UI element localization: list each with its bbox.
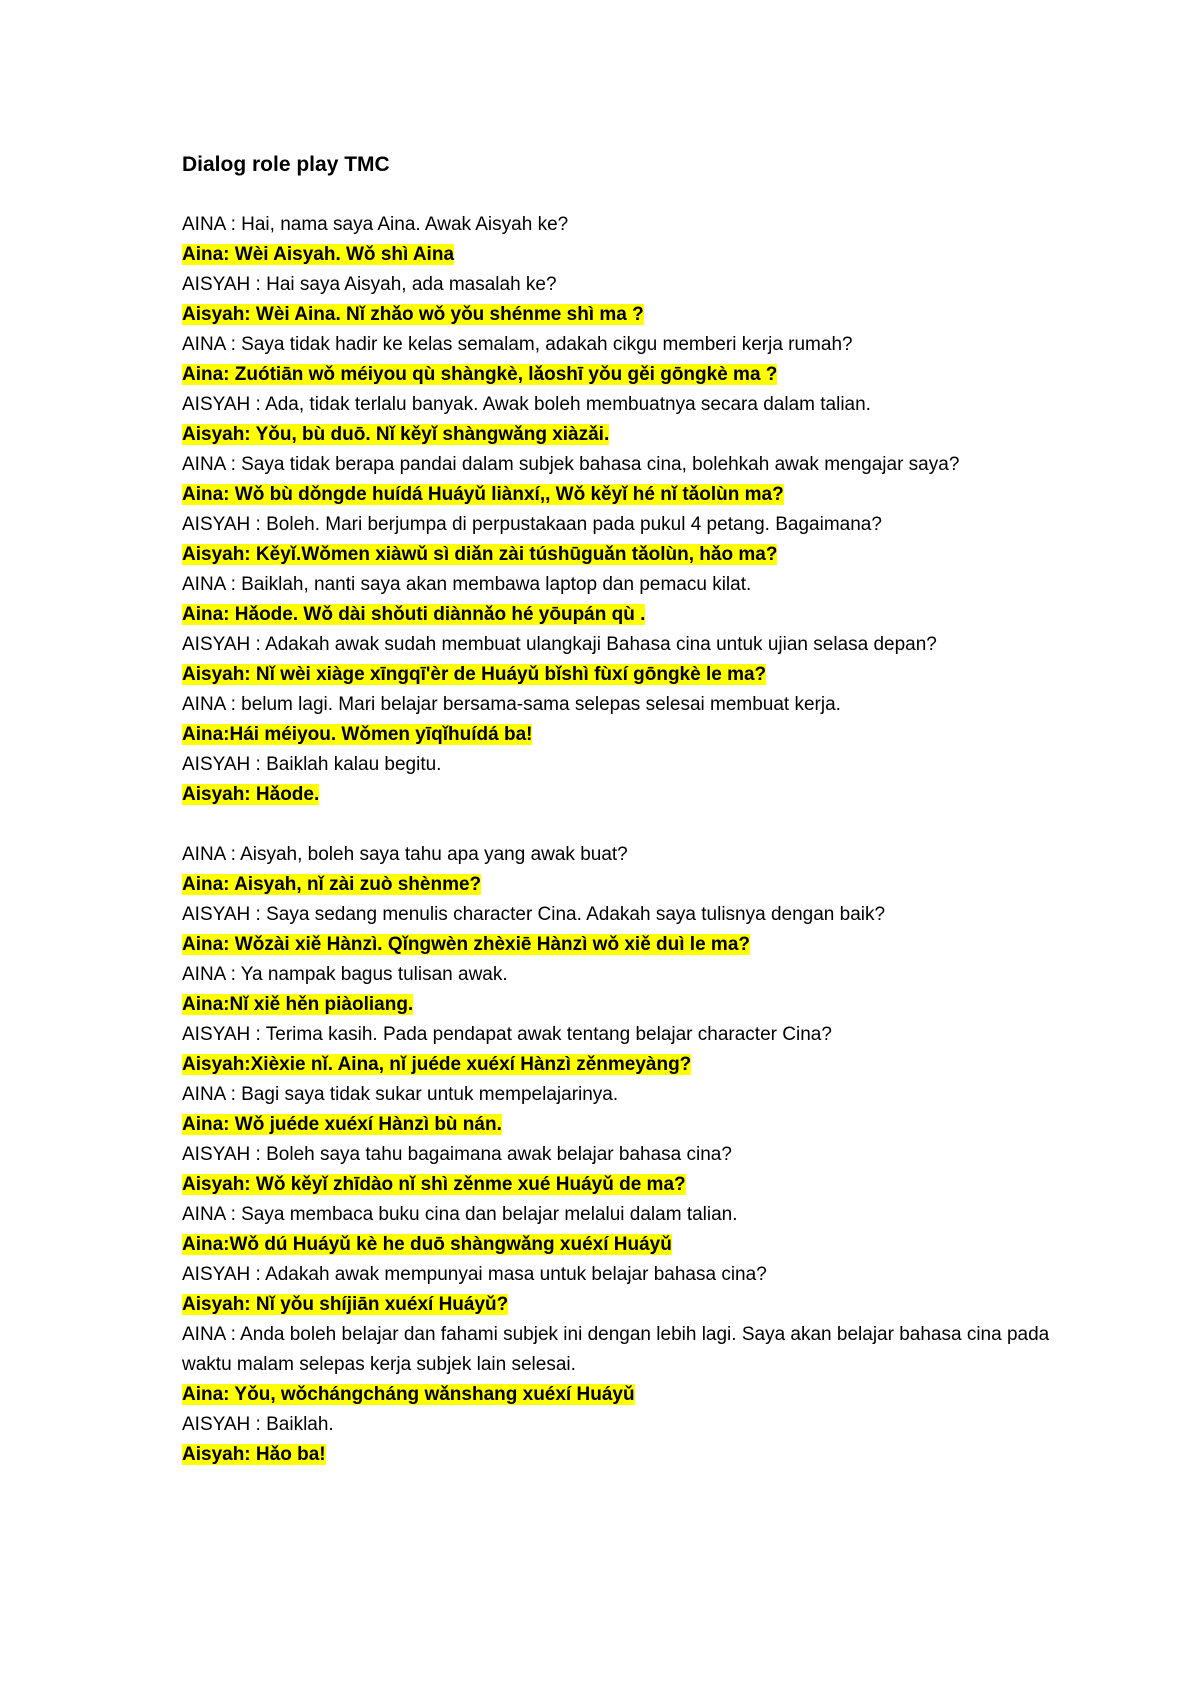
dialog-line-text: AISYAH : Hai saya Aisyah, ada masalah ke? bbox=[182, 274, 557, 295]
dialog-line-text: Aina: Yǒu, wǒchángcháng wǎnshang xuéxí Huáyǔ bbox=[182, 1384, 635, 1405]
dialog-line-text: AINA : Saya tidak hadir ke kelas semalam, adakah cikgu memberi kerja rumah? bbox=[182, 334, 853, 355]
dialog-line-text: Aina: Wèi Aisyah. Wǒ shì Aina bbox=[182, 244, 455, 265]
dialog-line-translation bbox=[182, 1110, 1062, 1140]
dialog-line-text: Aina:Nǐ xiě hěn piàoliang. bbox=[182, 994, 414, 1015]
dialog-line-translation bbox=[182, 660, 1062, 690]
dialog-body bbox=[182, 210, 1062, 1470]
dialog-line-text: Aisyah: Hǎo ba! bbox=[182, 1444, 326, 1465]
dialog-line-text: AISYAH : Saya sedang menulis character Cina. Adakah saya tulisnya dengan baik? bbox=[182, 904, 886, 925]
dialog-line-text: Aisyah: Kěyǐ.Wǒmen xiàwǔ sì diǎn zài túshūguǎn tǎolùn, hǎo ma? bbox=[182, 544, 778, 565]
dialog-line-text: AINA : Aisyah, boleh saya tahu apa yang awak buat? bbox=[182, 844, 628, 865]
dialog-line-text: AISYAH : Adakah awak mempunyai masa untuk belajar bahasa cina? bbox=[182, 1264, 767, 1285]
dialog-line-text: AINA : Baiklah, nanti saya akan membawa laptop dan pemacu kilat. bbox=[182, 574, 752, 595]
dialog-line-translation bbox=[182, 480, 1062, 510]
dialog-line-text: AINA : Saya tidak berapa pandai dalam subjek bahasa cina, bolehkah awak mengajar saya? bbox=[182, 454, 960, 475]
dialog-line-text: Aisyah: Nǐ yǒu shíjiān xuéxí Huáyǔ? bbox=[182, 1294, 509, 1315]
dialog-line-text: Aina:Wǒ dú Huáyǔ kè he duō shàngwǎng xuéxí Huáyǔ bbox=[182, 1234, 672, 1255]
dialog-line-text: AISYAH : Baiklah kalau begitu. bbox=[182, 754, 442, 775]
dialog-line-text: AISYAH : Ada, tidak terlalu banyak. Awak boleh membuatnya secara dalam talian. bbox=[182, 394, 871, 415]
dialog-line-translation bbox=[182, 360, 1062, 390]
dialog-line-translation bbox=[182, 240, 1062, 270]
dialog-line-malay bbox=[182, 840, 1062, 870]
dialog-line-translation bbox=[182, 1290, 1062, 1320]
dialog-line-malay bbox=[182, 1410, 1062, 1440]
dialog-line-text: AINA : Hai, nama saya Aina. Awak Aisyah ke? bbox=[182, 214, 569, 235]
dialog-line-malay bbox=[182, 570, 1062, 600]
dialog-line-malay bbox=[182, 630, 1062, 660]
dialog-line-text: Aina: Hǎode. Wǒ dài shǒuti diànnǎo hé yōupán qù . bbox=[182, 604, 646, 625]
dialog-line-translation bbox=[182, 1380, 1062, 1410]
dialog-section bbox=[182, 210, 1062, 810]
dialog-line-translation bbox=[182, 1170, 1062, 1200]
dialog-line-text: AINA : Bagi saya tidak sukar untuk mempelajarinya. bbox=[182, 1084, 619, 1105]
dialog-line-translation bbox=[182, 300, 1062, 330]
dialog-line-translation bbox=[182, 780, 1062, 810]
dialog-line-text: Aina: Zuótiān wǒ méiyou qù shàngkè, lǎoshī yǒu gěi gōngkè ma ? bbox=[182, 364, 778, 385]
dialog-line-malay bbox=[182, 1140, 1062, 1170]
dialog-line-text: AISYAH : Boleh saya tahu bagaimana awak belajar bahasa cina? bbox=[182, 1144, 732, 1165]
dialog-line-text: Aina: Wǒ juéde xuéxí Hànzì bù nán. bbox=[182, 1114, 502, 1135]
dialog-line-translation bbox=[182, 870, 1062, 900]
dialog-line-translation bbox=[182, 930, 1062, 960]
dialog-line-text: Aisyah: Yǒu, bù duō. Nǐ kěyǐ shàngwǎng xiàzǎi. bbox=[182, 424, 610, 445]
document-page bbox=[182, 150, 1062, 1470]
dialog-line-translation bbox=[182, 1440, 1062, 1470]
dialog-line-malay bbox=[182, 390, 1062, 420]
dialog-line-text: Aisyah: Wǒ kěyǐ zhīdào nǐ shì zěnme xué Huáyǔ de ma? bbox=[182, 1174, 686, 1195]
dialog-section bbox=[182, 840, 1062, 1470]
dialog-line-translation bbox=[182, 420, 1062, 450]
dialog-line-translation bbox=[182, 1230, 1062, 1260]
dialog-line-malay bbox=[182, 690, 1062, 720]
dialog-line-text: Aina: Wǒzài xiě Hànzì. Qǐngwèn zhèxiē Hànzì wǒ xiě duì le ma? bbox=[182, 934, 750, 955]
dialog-line-text: AISYAH : Boleh. Mari berjumpa di perpustakaan pada pukul 4 petang. Bagaimana? bbox=[182, 514, 882, 535]
dialog-line-text: Aina: Wǒ bù dǒngde huídá Huáyǔ liànxí,, Wǒ kěyǐ hé nǐ tǎolùn ma? bbox=[182, 484, 784, 505]
dialog-line-malay bbox=[182, 1200, 1062, 1230]
dialog-line-translation bbox=[182, 1050, 1062, 1080]
dialog-line-text: AINA : belum lagi. Mari belajar bersama-sama selepas selesai membuat kerja. bbox=[182, 694, 841, 715]
dialog-line-malay bbox=[182, 750, 1062, 780]
dialog-line-text: Aisyah:Xièxie nǐ. Aina, nǐ juéde xuéxí Hànzì zěnmeyàng? bbox=[182, 1054, 692, 1075]
dialog-line-text: AINA : Anda boleh belajar dan fahami subjek ini dengan lebih lagi. Saya akan belajar bahasa cina pada waktu malam selepas kerja subjek lain selesai. bbox=[182, 1324, 1050, 1375]
dialog-line-malay bbox=[182, 900, 1062, 930]
dialog-line-translation bbox=[182, 600, 1062, 630]
dialog-line-malay bbox=[182, 1080, 1062, 1110]
dialog-line-text: AINA : Ya nampak bagus tulisan awak. bbox=[182, 964, 508, 985]
dialog-line-text: AISYAH : Baiklah. bbox=[182, 1414, 334, 1435]
dialog-line-malay bbox=[182, 270, 1062, 300]
dialog-line-malay bbox=[182, 1320, 1062, 1380]
dialog-line-text: AISYAH : Adakah awak sudah membuat ulangkaji Bahasa cina untuk ujian selasa depan? bbox=[182, 634, 937, 655]
dialog-line-text: Aina: Aisyah, nǐ zài zuò shènme? bbox=[182, 874, 482, 895]
document-title: Dialog role play TMC bbox=[182, 153, 390, 176]
dialog-line-malay bbox=[182, 330, 1062, 360]
dialog-line-text: AISYAH : Terima kasih. Pada pendapat awak tentang belajar character Cina? bbox=[182, 1024, 832, 1045]
dialog-line-malay bbox=[182, 210, 1062, 240]
dialog-line-translation bbox=[182, 540, 1062, 570]
dialog-line-malay bbox=[182, 1020, 1062, 1050]
dialog-line-malay bbox=[182, 1260, 1062, 1290]
dialog-line-text: Aisyah: Hǎode. bbox=[182, 784, 320, 805]
dialog-line-malay bbox=[182, 960, 1062, 990]
dialog-line-translation bbox=[182, 720, 1062, 750]
dialog-line-text: AINA : Saya membaca buku cina dan belajar melalui dalam talian. bbox=[182, 1204, 738, 1225]
dialog-line-text: Aina:Hái méiyou. Wǒmen yīqǐhuídá ba! bbox=[182, 724, 533, 745]
dialog-line-text: Aisyah: Nǐ wèi xiàge xīngqī'èr de Huáyǔ bǐshì fùxí gōngkè le ma? bbox=[182, 664, 767, 685]
dialog-line-malay bbox=[182, 450, 1062, 480]
dialog-line-translation bbox=[182, 990, 1062, 1020]
dialog-line-malay bbox=[182, 510, 1062, 540]
dialog-line-text: Aisyah: Wèi Aina. Nǐ zhǎo wǒ yǒu shénme shì ma ? bbox=[182, 304, 644, 325]
